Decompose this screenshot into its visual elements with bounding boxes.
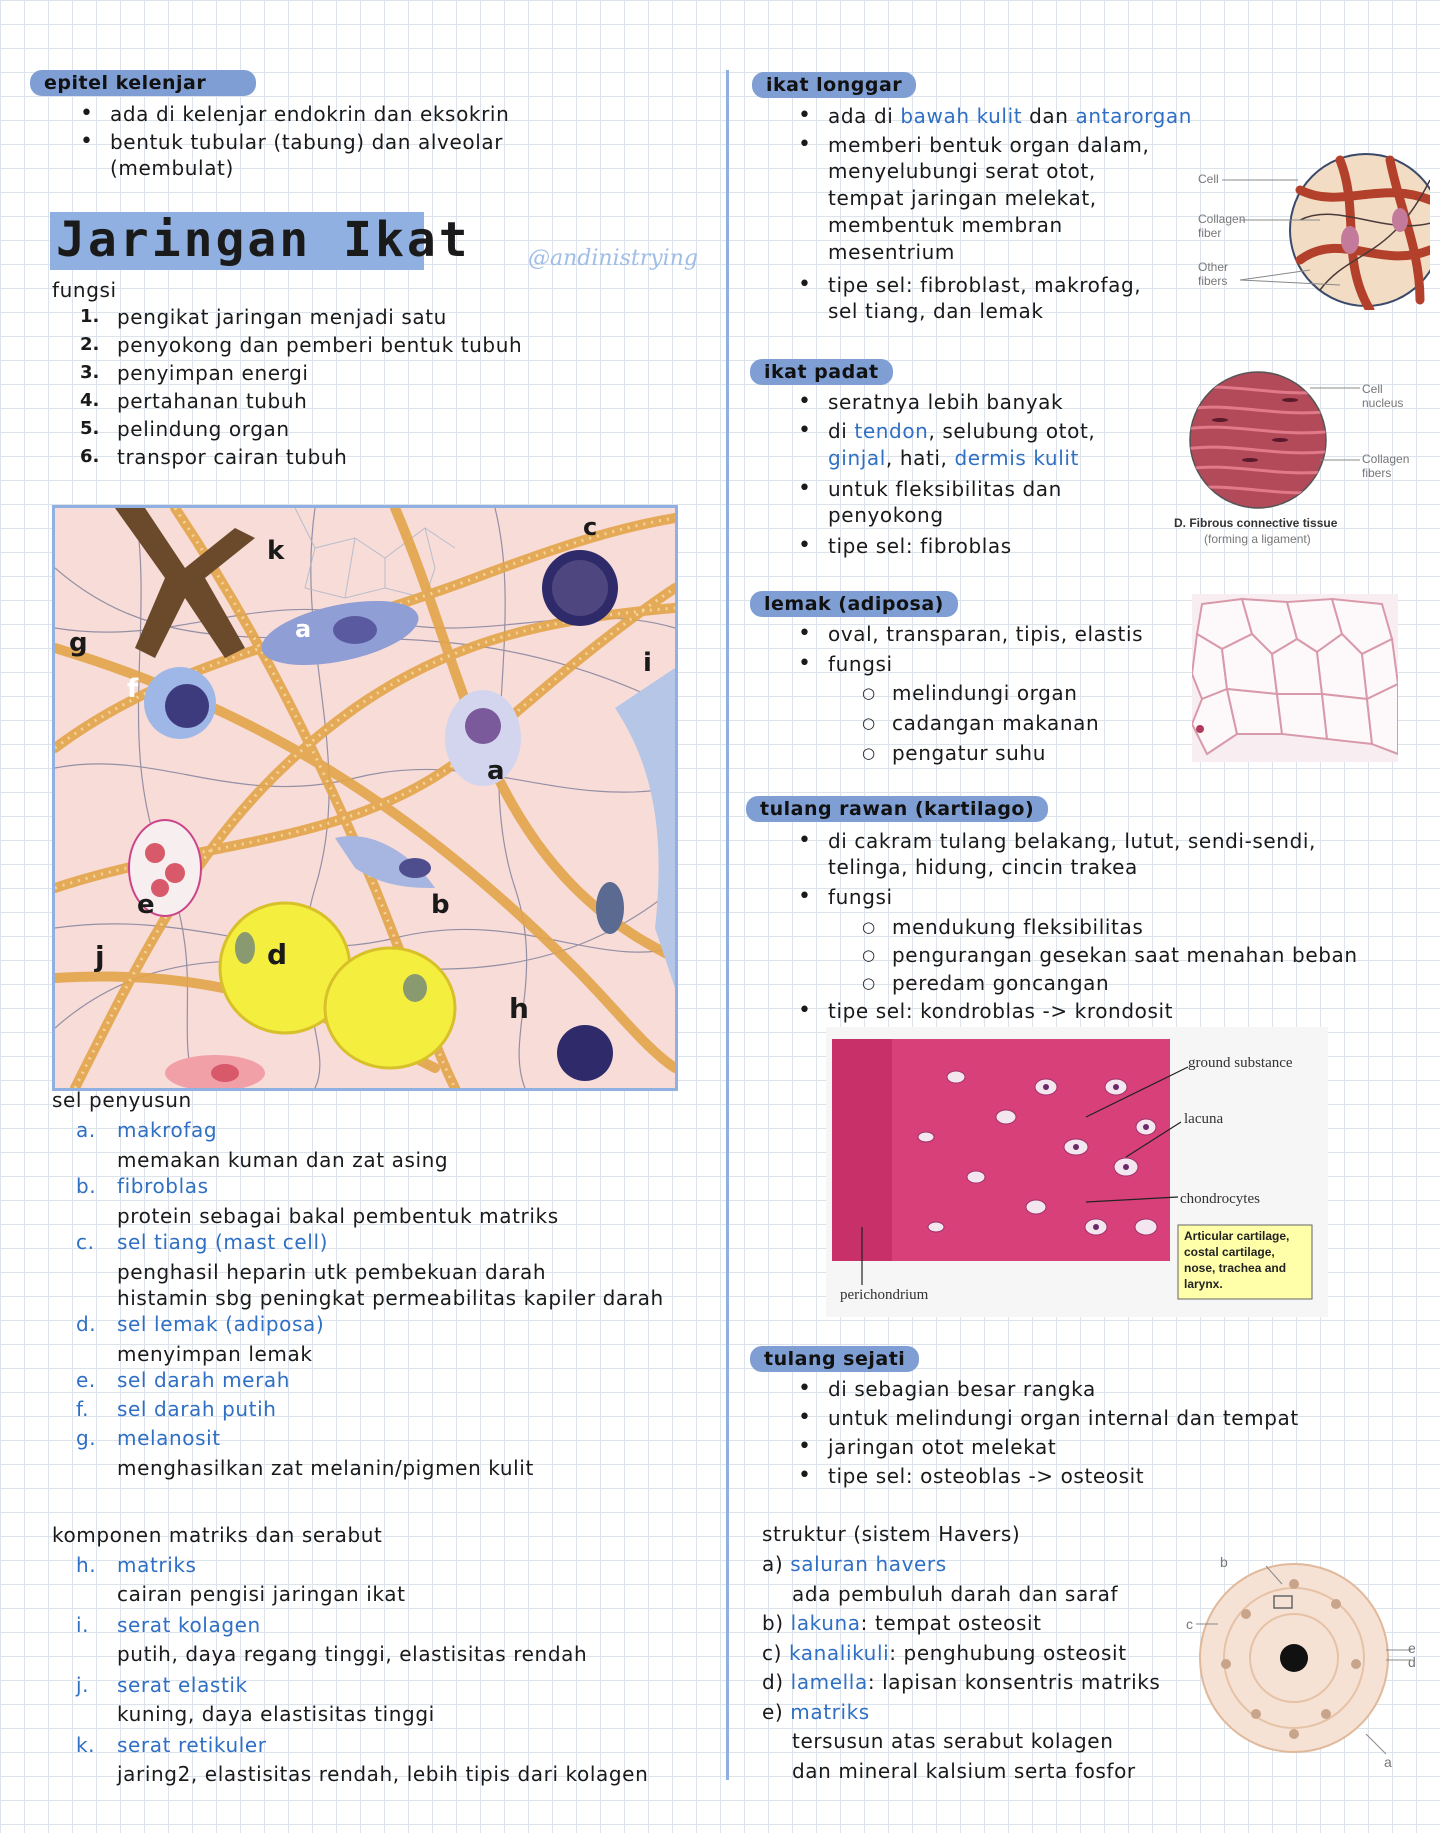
fungsi-number: 1.	[80, 306, 100, 327]
heading-ikat-padat: ikat padat	[750, 359, 893, 385]
longgar-bullet-2-l3: tempat jaringan melekat,	[828, 186, 1097, 210]
struktur-heading: struktur (sistem Havers)	[762, 1522, 1021, 1546]
rawan-sub-3: ○ peredam goncangan	[892, 970, 1109, 996]
heading-tulang-rawan: tulang rawan (kartilago)	[746, 796, 1048, 822]
fungsi-number: 2.	[80, 334, 100, 355]
loose-fig-fibers: fibers	[1198, 274, 1228, 288]
watermark: @andinistrying	[528, 246, 698, 271]
loose-fig-other: Other	[1198, 260, 1229, 274]
rawan-sub-1: ○ mendukung fleksibilitas	[892, 914, 1143, 940]
lemak-sub-2: ○ cadangan makanan	[892, 710, 1099, 736]
sel-letter: f.	[76, 1397, 90, 1421]
longgar-bullet-3-cont: sel tiang, dan lemak	[828, 299, 1044, 323]
fig-label-e: e	[137, 890, 155, 920]
loose-fig-cell: Cell	[1198, 172, 1219, 186]
cartilage-figure	[826, 1027, 1328, 1317]
struktur-item: a) saluran havers	[762, 1552, 947, 1576]
epitel-bullet-2: • bentuk tubular (tabung) dan alveolar	[110, 129, 503, 155]
struktur-item: ada pembuluh darah dan saraf	[792, 1581, 1119, 1606]
adipose-figure	[1192, 594, 1398, 762]
epitel-bullet-1: • ada di kelenjar endokrin dan eksokrin	[110, 101, 509, 127]
sel-name: sel darah putih	[117, 1397, 277, 1421]
connective-tissue-illustration	[52, 505, 678, 1091]
sejati-bullet-2: • untuk melindungi organ internal dan tempat	[828, 1405, 1299, 1431]
longgar-bullet-3: • tipe sel: fibroblast, makrofag,	[828, 272, 1141, 298]
sel-letter: g.	[76, 1426, 97, 1450]
sel-desc: protein sebagai bakal pembentuk matriks	[117, 1204, 559, 1228]
fig-label-g: g	[69, 628, 88, 658]
dense-fig-caption2: (forming a ligament)	[1204, 532, 1311, 546]
fungsi-item: transpor cairan tubuh	[117, 445, 348, 469]
struktur-item: c) kanalikuli: penghubung osteosit	[762, 1640, 1127, 1665]
longgar-bullet-2-l4: membentuk membran	[828, 213, 1063, 237]
fungsi-item: pengikat jaringan menjadi satu	[117, 305, 447, 329]
komponen-letter: k.	[76, 1733, 96, 1757]
fungsi-label: fungsi	[52, 278, 117, 302]
havers-fig-d: d	[1408, 1654, 1416, 1670]
struktur-item: tersusun atas serabut kolagen	[792, 1729, 1114, 1753]
heading-epitel-kelenjar: epitel kelenjar	[30, 70, 256, 96]
sel-letter: a.	[76, 1118, 96, 1142]
struktur-item: d) lamella: lapisan konsentris matriks	[762, 1670, 1161, 1694]
fig-label-d: d	[267, 938, 288, 971]
fig-label-b: b	[431, 890, 450, 920]
rawan-bullet-3: • tipe sel: kondroblas -> krondosit	[828, 998, 1173, 1024]
dense-tissue-figure	[1170, 370, 1440, 550]
komponen-letter: h.	[76, 1553, 97, 1577]
komponen-name: serat kolagen	[117, 1613, 261, 1637]
heading-ikat-longgar: ikat longgar	[752, 72, 916, 98]
fungsi-number: 4.	[80, 390, 100, 411]
fungsi-item: pertahanan tubuh	[117, 389, 308, 413]
fig-label-k: k	[267, 536, 285, 566]
lemak-bullet-1: • oval, transparan, tipis, elastis	[828, 621, 1143, 647]
sel-desc: menyimpan lemak	[117, 1342, 313, 1366]
sel-desc: menghasilkan zat melanin/pigmen kulit	[117, 1456, 534, 1480]
cartilage-note-2: costal cartilage,	[1184, 1245, 1275, 1259]
cartilage-fig-perichondrium: perichondrium	[840, 1287, 929, 1303]
fig-label-j: j	[95, 940, 105, 973]
fungsi-number: 6.	[80, 446, 100, 467]
havers-fig-e: e	[1408, 1640, 1416, 1656]
havers-fig-a: a	[1384, 1754, 1392, 1770]
fungsi-number: 3.	[80, 362, 100, 383]
fig-label-c: c	[583, 513, 598, 541]
dense-fig-collagen: Collagen	[1362, 452, 1410, 466]
fig-label-i: i	[643, 648, 652, 678]
rawan-bullet-2: • fungsi	[828, 884, 893, 910]
struktur-item: b) lakuna: tempat osteosit	[762, 1611, 1042, 1635]
sel-letter: c.	[76, 1230, 95, 1254]
komponen-name: serat elastik	[117, 1673, 248, 1697]
longgar-bullet-2-l5: mesentrium	[828, 240, 955, 264]
loose-fig-fiber: fiber	[1198, 226, 1222, 240]
fungsi-number: 5.	[80, 418, 100, 439]
komponen-desc: kuning, daya elastisitas tinggi	[117, 1702, 435, 1726]
epitel-bullet-2-cont: (membulat)	[110, 156, 234, 180]
cartilage-note-1: Articular cartilage,	[1184, 1229, 1290, 1243]
padat-bullet-1: • seratnya lebih banyak	[828, 389, 1063, 415]
dense-fig-cell: Cell	[1362, 382, 1383, 396]
havers-fig-c: c	[1186, 1616, 1193, 1632]
sel-name: melanosit	[117, 1426, 221, 1450]
komponen-desc: jaring2, elastisitas rendah, lebih tipis dari kolagen	[117, 1762, 649, 1786]
sel-name: sel tiang (mast cell)	[117, 1230, 328, 1254]
sel-desc: penghasil heparin utk pembekuan darah	[117, 1260, 547, 1284]
sel-desc: histamin sbg peningkat permeabilitas kapiler darah	[117, 1286, 664, 1310]
cartilage-note-4: larynx.	[1184, 1277, 1223, 1291]
sel-name: sel lemak (adiposa)	[117, 1312, 325, 1336]
struktur-item: e) matriks	[762, 1699, 870, 1724]
komponen-label: komponen matriks dan serabut	[52, 1523, 383, 1547]
padat-bullet-3-cont: penyokong	[828, 503, 944, 527]
longgar-bullet-1: • ada di bawah kulit dan antarorgan	[828, 103, 1192, 129]
sel-letter: b.	[76, 1174, 97, 1198]
sel-letter: d.	[76, 1312, 97, 1336]
havers-figure	[1186, 1554, 1440, 1770]
loose-tissue-figure	[1190, 150, 1430, 310]
havers-fig-b: b	[1220, 1554, 1228, 1570]
sel-letter: e.	[76, 1368, 96, 1392]
sel-desc: memakan kuman dan zat asing	[117, 1148, 449, 1172]
sejati-bullet-1: • di sebagian besar rangka	[828, 1376, 1096, 1402]
sejati-bullet-4: • tipe sel: osteoblas -> osteosit	[828, 1463, 1144, 1489]
loose-fig-collagen: Collagen	[1198, 212, 1246, 226]
komponen-name: serat retikuler	[117, 1733, 267, 1757]
sel-penyusun-label: sel penyusun	[52, 1088, 192, 1112]
longgar-bullet-2: • memberi bentuk organ dalam,	[828, 132, 1149, 158]
sel-name: sel darah merah	[117, 1368, 291, 1392]
cartilage-note-3: nose, trachea and	[1184, 1261, 1287, 1275]
fig-label-a1: a	[295, 615, 312, 643]
komponen-desc: cairan pengisi jaringan ikat	[117, 1582, 406, 1606]
fungsi-item: pelindung organ	[117, 417, 290, 441]
padat-bullet-2: • di tendon, selubung otot,	[828, 418, 1095, 444]
komponen-letter: j.	[76, 1673, 90, 1697]
fig-label-a2: a	[487, 756, 505, 786]
cartilage-fig-lacuna: lacuna	[1184, 1111, 1224, 1127]
struktur-item: dan mineral kalsium serta fosfor	[792, 1758, 1136, 1783]
rawan-bullet-1-cont: telinga, hidung, cincin trakea	[828, 855, 1138, 879]
dense-fig-nucleus: nucleus	[1362, 396, 1404, 410]
page-title: Jaringan Ikat	[56, 212, 471, 268]
lemak-sub-1: ○ melindungi organ	[892, 680, 1078, 706]
sel-name: fibroblas	[117, 1174, 209, 1198]
longgar-bullet-2-l2: menyelubungi serat otot,	[828, 159, 1096, 183]
cartilage-fig-ground: ground substance	[1188, 1055, 1293, 1071]
sel-name: makrofag	[117, 1118, 218, 1142]
komponen-desc: putih, daya regang tinggi, elastisitas rendah	[117, 1642, 588, 1666]
fungsi-item: penyokong dan pemberi bentuk tubuh	[117, 333, 523, 357]
lemak-bullet-2: • fungsi	[828, 651, 893, 677]
komponen-name: matriks	[117, 1553, 197, 1577]
sejati-bullet-3: • jaringan otot melekat	[828, 1434, 1056, 1460]
heading-tulang-sejati: tulang sejati	[750, 1346, 919, 1372]
lemak-sub-3: ○ pengatur suhu	[892, 740, 1046, 766]
dense-fig-fibers: fibers	[1362, 466, 1392, 480]
cartilage-fig-chondrocytes: chondrocytes	[1180, 1191, 1260, 1207]
rawan-bullet-1: • di cakram tulang belakang, lutut, sendi-sendi,	[828, 828, 1316, 854]
column-divider	[726, 70, 729, 1780]
rawan-sub-2: ○ pengurangan gesekan saat menahan beban	[892, 942, 1358, 968]
komponen-letter: i.	[76, 1613, 90, 1637]
dense-fig-caption: D. Fibrous connective tissue	[1174, 516, 1338, 530]
padat-bullet-4: • tipe sel: fibroblas	[828, 533, 1012, 559]
fig-label-f: f	[127, 674, 139, 704]
fungsi-item: penyimpan energi	[117, 361, 309, 385]
fig-label-h: h	[509, 992, 529, 1025]
heading-lemak: lemak (adiposa)	[750, 591, 958, 617]
padat-bullet-3: • untuk fleksibilitas dan	[828, 476, 1062, 502]
padat-bullet-2-cont: ginjal, hati, dermis kulit	[828, 446, 1079, 470]
